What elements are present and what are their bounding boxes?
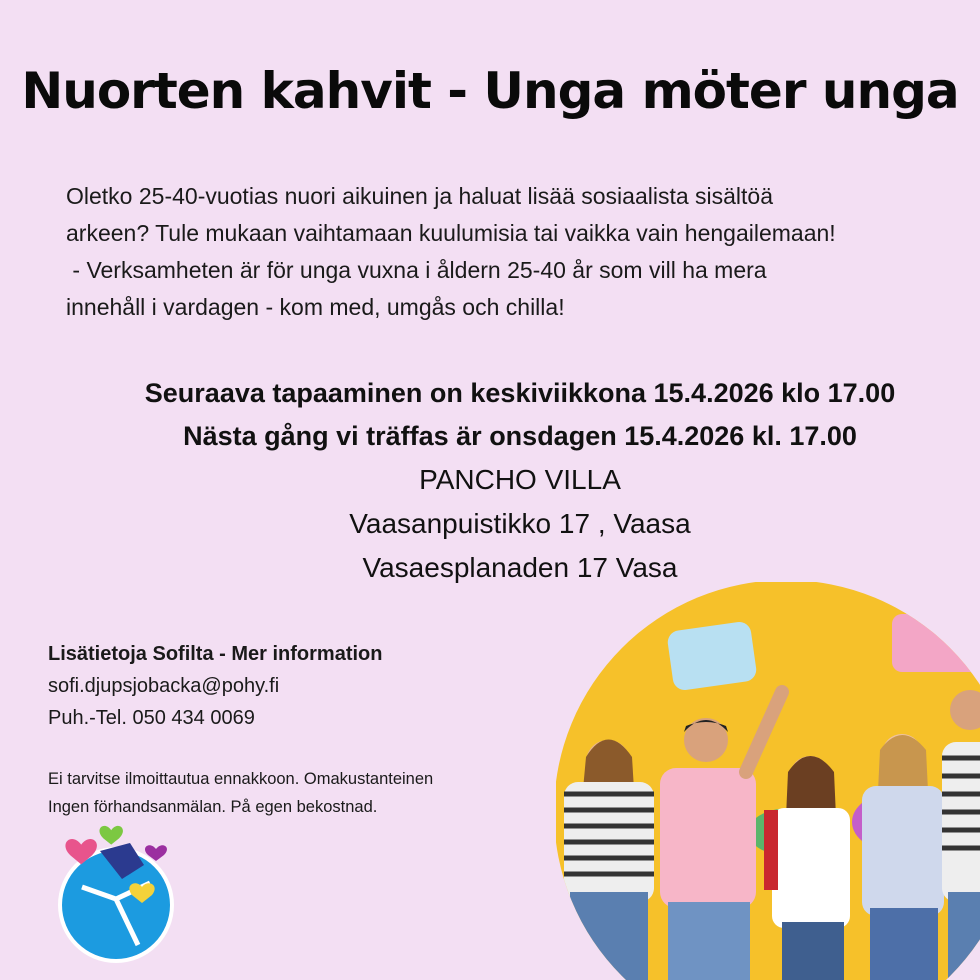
venue-name: PANCHO VILLA — [419, 464, 621, 495]
note-sv: Ingen förhandsanmälan. På egen bekostnad. — [48, 798, 378, 816]
next-meeting-sv: Nästa gång vi träffas är onsdagen 15.4.2026 kl. 17.00 — [183, 421, 857, 451]
intro-line: Oletko 25-40-vuotias nuori aikuinen ja haluat lisää sosiaalista sisältöä — [66, 183, 774, 209]
intro-line: arkeen? Tule mukaan vaihtamaan kuulumisia tai vaikka vain hengailemaan! — [66, 220, 836, 246]
contact-heading: Lisätietoja Sofilta - Mer information — [48, 643, 383, 665]
note-fi: Ei tarvitse ilmoittautua ennakkoon. Omakustanteinen — [48, 770, 434, 788]
next-meeting-fi: Seuraava tapaaminen on keskiviikkona 15.4.2026 klo 17.00 — [144, 378, 896, 408]
group-photo — [556, 582, 980, 980]
contact-phone: Puh.-Tel. 050 434 0069 — [48, 707, 255, 729]
contact-email[interactable]: sofi.djupsjobacka@pohy.fi — [48, 675, 280, 697]
intro-line: - Verksamheten är för unga vuxna i åldern 25-40 år som vill ha mera — [66, 257, 767, 283]
poster-title: Nuorten kahvit - Unga möter unga — [21, 62, 959, 120]
contact-info — [48, 638, 568, 734]
venue-address-fi: Vaasanpuistikko 17 , Vaasa — [349, 508, 691, 539]
registration-notes — [48, 765, 568, 821]
venue-address-sv: Vasaesplanaden 17 Vasa — [362, 552, 678, 583]
meeting-info — [60, 372, 980, 590]
intro-line: innehåll i vardagen - kom med, umgås och chilla! — [66, 294, 565, 320]
organization-logo — [52, 825, 187, 965]
intro-text — [66, 178, 978, 326]
